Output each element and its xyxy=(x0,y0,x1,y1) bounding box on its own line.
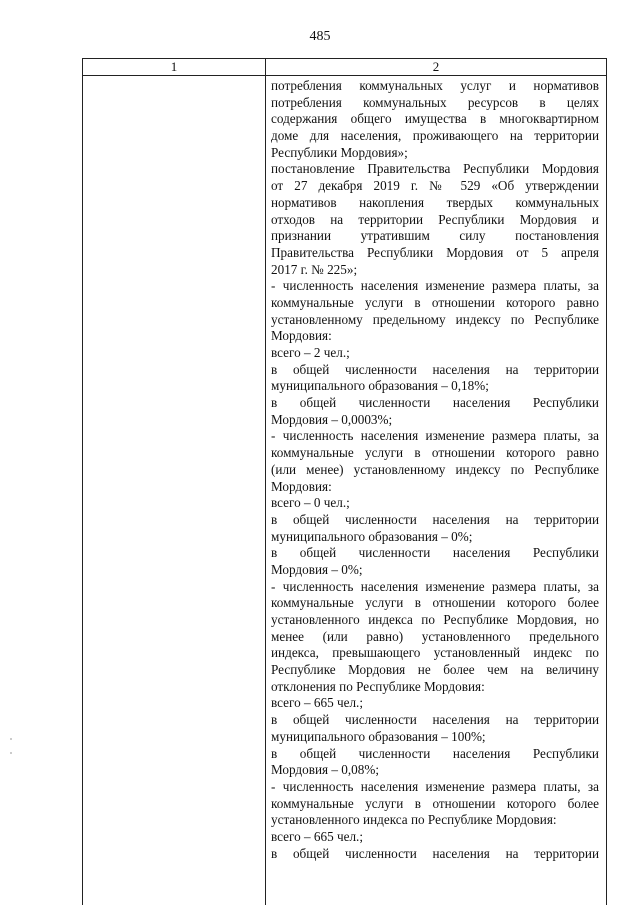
text-line: в общей численности населения на территории xyxy=(271,361,599,377)
text-line: в общей численности населения на территории xyxy=(271,845,599,861)
text-line: Республики Мордовия»; xyxy=(271,144,408,160)
text-line: коммунальные услуги в отношении которого более xyxy=(271,595,599,611)
text-line: - численность населения изменение размера платы, за xyxy=(271,578,599,594)
text-line: установленного индекса по Республике Мордовия: xyxy=(271,812,557,828)
text-line: установленного индекса по Республике Мордовия, но xyxy=(271,612,599,627)
text-line: Мордовия – 0,08%; xyxy=(271,762,379,778)
text-line: нормативов накопления твердых коммунальных xyxy=(271,194,599,210)
scan-speck xyxy=(10,738,12,740)
text-line: в общей численности населения на территории xyxy=(271,712,599,728)
text-line: 2017 г. № 225»; xyxy=(271,261,358,277)
text-line: менее (или равно) установленного предельного xyxy=(271,628,599,644)
text-line: коммунальные услуги в отношении которого равно xyxy=(271,294,599,310)
text-line: постановление Правительства Республики Мордовия xyxy=(271,161,599,177)
text-line: Мордовия: xyxy=(271,328,332,344)
text-line: в общей численности населения Республики xyxy=(271,545,599,561)
text-line: (или менее) установленному индексу по Республике xyxy=(271,461,599,477)
column-2-text xyxy=(271,78,599,862)
text-line: в общей численности населения Республики xyxy=(271,745,599,761)
text-line: от 27 декабря 2019 г. № 529 «Об утверждении xyxy=(271,178,599,194)
text-line: муниципального образования – 100%; xyxy=(271,728,486,744)
text-line: муниципального образования – 0%; xyxy=(271,528,473,544)
text-line: в общей численности населения Республики xyxy=(271,395,599,411)
text-line: Мордовия – 0,0003%; xyxy=(271,411,393,427)
text-line: признании утратившим силу постановления xyxy=(271,228,599,244)
table-header-row xyxy=(83,59,606,76)
text-line: коммунальные услуги в отношении которого равно xyxy=(271,445,599,461)
text-line: потребления коммунальных ресурсов в целях xyxy=(271,94,599,110)
document-table xyxy=(82,58,607,905)
text-line: Правительства Республики Мордовия от 5 апреля xyxy=(271,244,599,260)
text-line: всего – 0 чел.; xyxy=(271,495,350,511)
text-line: - численность населения изменение размера платы, за xyxy=(271,278,599,294)
text-line: - численность населения изменение размера платы, за xyxy=(271,778,599,794)
text-line: Мордовия – 0%; xyxy=(271,561,363,577)
text-line: муниципального образования – 0,18%; xyxy=(271,378,489,394)
text-line: всего – 665 чел.; xyxy=(271,828,363,844)
text-line: отходов на территории Республики Мордовия и xyxy=(271,211,599,227)
text-line: установленному предельному индексу по Республике xyxy=(271,311,599,327)
column-header-1: 1 xyxy=(170,59,178,74)
text-line: Республике Мордовия не более чем на величину xyxy=(271,662,599,678)
text-line: отклонения по Республике Мордовия: xyxy=(271,678,485,694)
column-header-2: 2 xyxy=(432,59,440,74)
page-number: 485 xyxy=(309,29,331,44)
scan-speck xyxy=(10,752,12,754)
text-line: коммунальные услуги в отношении которого более xyxy=(271,795,599,811)
text-line: в общей численности населения на территории xyxy=(271,511,599,527)
text-line: Мордовия: xyxy=(271,478,332,494)
text-line: всего – 2 чел.; xyxy=(271,345,350,360)
text-line: - численность населения изменение размера платы, за xyxy=(271,428,599,444)
text-line: потребления коммунальных услуг и нормативов xyxy=(271,78,599,93)
text-line: индекса, превышающего установленный индекс по xyxy=(271,645,599,661)
column-divider xyxy=(265,59,266,905)
text-line: содержания общего имущества в многоквартирном xyxy=(271,111,599,127)
text-line: доме для населения, проживающего на территории xyxy=(271,128,599,144)
text-line: всего – 665 чел.; xyxy=(271,695,363,711)
